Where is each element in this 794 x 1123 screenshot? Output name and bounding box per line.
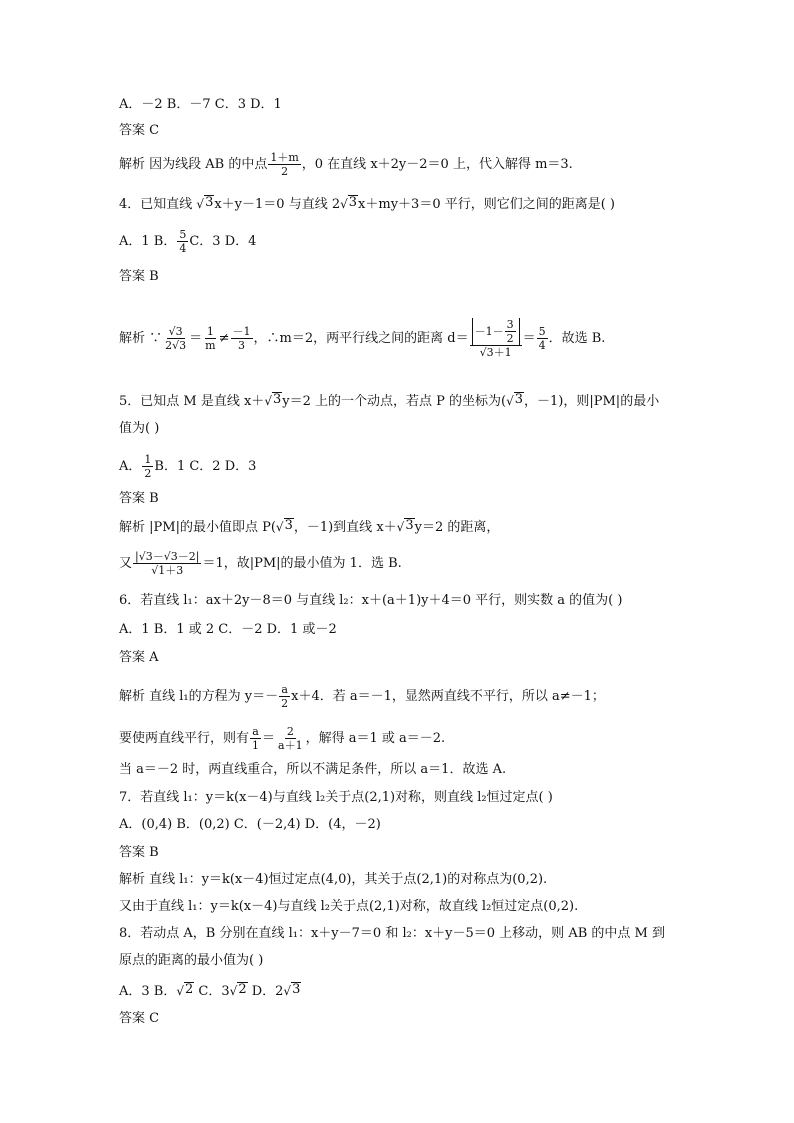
q7-analysis-line2: 又由于直线 l₁：y＝k(x－4)与直线 l₂关于点(2,1)对称，故直线 l₂恒过定点(0,2).	[119, 899, 579, 914]
q8-answer: 答案 C	[119, 1011, 160, 1026]
q3-options: A．－2 B．－7 C．3 D．1	[119, 97, 282, 112]
q7-question: 7．若直线 l₁：y＝k(x－4)与直线 l₂关于点(2,1)对称，则直线 l₂恒过定点( )	[119, 790, 553, 805]
q8-question-line2: 原点的距离的最小值为( )	[119, 953, 264, 968]
q4-answer: 答案 B	[119, 269, 159, 284]
q6-analysis-line3: 当 a＝－2 时，两直线重合，所以不满足条件，所以 a＝1．故选 A.	[119, 762, 507, 777]
q8-options: A．3 B． √ 2 C．3 √ 2 D．2 √ 3	[119, 982, 301, 999]
q6-question: 6．若直线 l₁：ax＋2y－8＝0 与直线 l₂：x＋(a＋1)y＋4＝0 平行，则实数 a 的值为( )	[119, 593, 623, 608]
q7-answer: 答案 B	[119, 845, 159, 860]
q3-answer: 答案 C	[119, 123, 160, 138]
q4-options: A．1 B． $\frac{5}{4}$ C．3 D．4	[119, 228, 257, 255]
q5-options: A． $\frac{1}{2}$ B．1 C．2 D．3	[119, 453, 257, 480]
q6-answer: 答案 A	[119, 650, 159, 665]
q8-question-line1: 8．若动点 A，B 分别在直线 l₁：x＋y－7＝0 和 l₂：x＋y－5＝0 上移动，则 AB 的中点 M 到	[119, 926, 665, 941]
q6-options: A．1 B．1 或 2 C．－2 D．1 或－2	[119, 622, 337, 637]
q4-question: 4．已知直线 √ 3 x＋y－1＝0 与直线 2 √ 3 x＋my＋3＝0 平行，则它们之间的距离是( )	[119, 195, 616, 212]
q5-analysis-line2: 又 $\frac{|√3-√3-2|}{√1+3}$ ＝1，故|PM|的最小值为 1．选 B.	[119, 550, 402, 577]
q6-analysis-line1: 解析 直线 l₁的方程为 y＝－ $\frac{a}{2}$ x＋4．若 a＝－1，显然两直线不平行，所以 a≠－1；	[119, 683, 605, 710]
fraction: $\frac{1+m}{2}$	[270, 151, 299, 178]
q6-analysis-line2: 要使两直线平行，则有 $\frac{a}{1}$ ＝ $\frac{2}{a+1}$ ，解得 a＝1 或 a＝－2.	[119, 725, 446, 752]
q4-analysis: 解析 ∵ $\frac{√3}{2√3}$ ＝ $\frac{1}{m}$ ≠ $\frac{-1}{3}$ ，∴m＝2，两平行线之间的距离 d＝ －1－ $\frac{3}{2}$ √3＋1 ＝ $\frac{5}{4}$ ．故选 B.	[119, 318, 606, 359]
q7-analysis-line1: 解析 直线 l₁：y＝k(x－4)恒过定点(4,0)，其关于点(2,1)的对称点为(0,2).	[119, 872, 548, 887]
q5-analysis-line1: 解析 |PM|的最小值即点 P( √ 3 ，－1)到直线 x＋ √ 3 y＝2 的距离，	[119, 518, 500, 535]
q5-answer: 答案 B	[119, 491, 159, 506]
q5-question-line2: 值为( )	[119, 421, 160, 436]
q3-analysis: 解析 因为线段 AB 的中点 $\frac{1+m}{2}$ ，0 在直线 x＋2y－2＝0 上，代入解得 m＝3.	[119, 151, 573, 178]
q7-options: A．(0,4) B．(0,2) C．(－2,4) D．(4，－2)	[119, 817, 381, 832]
q5-question-line1: 5．已知点 M 是直线 x＋ √ 3 y＝2 上的一个动点，若点 P 的坐标为( √ 3 ，－1)，则|PM|的最小	[119, 392, 660, 409]
